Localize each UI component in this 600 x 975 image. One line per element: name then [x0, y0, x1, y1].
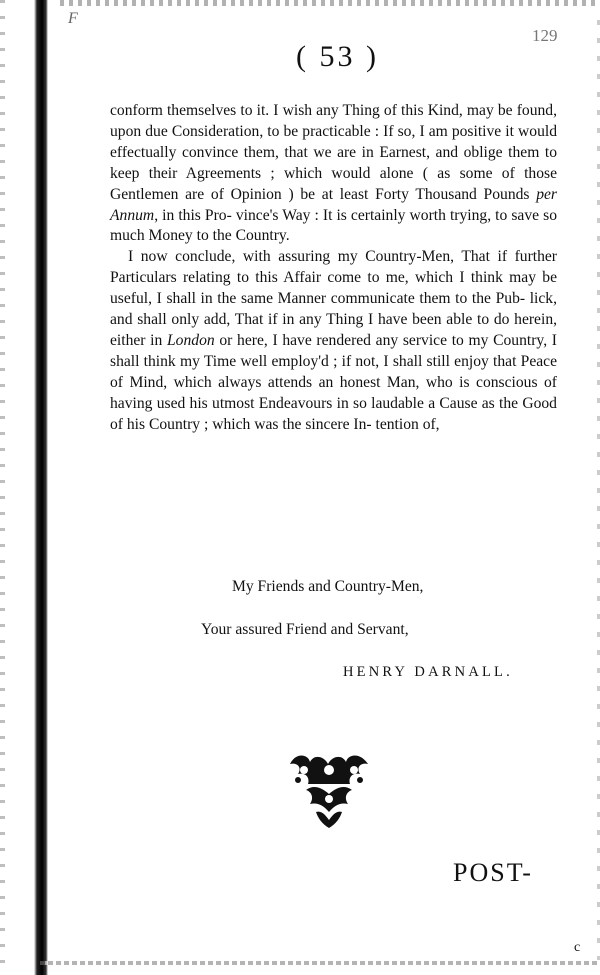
scan-top-border: [60, 0, 600, 6]
text-line: vince's Way : It is certainly worth trying, to save: [235, 206, 540, 224]
text-line: shall think my Time well employ'd ; if not, I shall: [110, 352, 423, 370]
text-line: here, I have rendered any service to my Country, I: [237, 331, 557, 349]
text-line: tention of,: [375, 415, 440, 433]
text-line: convince them, that we are in Earnest, and oblige: [181, 143, 503, 161]
text-line: practicable : If so, I am positive it would effectually: [110, 122, 557, 161]
italic-per-annum: per Annum: [110, 185, 558, 224]
text-line: still enjoy that Peace of Mind, which always attends: [110, 352, 557, 391]
corner-number: 129: [532, 26, 558, 45]
text-line: have been able to do herein, either in: [110, 311, 558, 349]
paragraph-2: [110, 247, 557, 435]
text-line: conform themselves to it. I wish any Thing of this: [110, 102, 424, 119]
catchword: POST-: [453, 858, 533, 887]
text-line: ( as some of those Gentlemen are of Opinion ) be at: [110, 164, 557, 203]
body-text: [110, 101, 557, 436]
text-line: them to keep their Agreements ; which would alone: [110, 143, 557, 182]
page-number: ( 53 ): [296, 40, 379, 73]
text-line: I now conclude, with assuring my Country-Men,: [128, 248, 455, 266]
closing-subscription: Your assured Friend and Servant,: [201, 621, 409, 638]
text-line: so much Money to the Country.: [110, 206, 558, 245]
binding-shadow: [34, 0, 48, 975]
text-line: Good of his Country ; which was the sincere In-: [110, 394, 557, 433]
text-line: utmost Endeavours in so laudable a Cause as the: [212, 394, 519, 412]
corner-mark: F: [68, 10, 79, 27]
text-line: an honest Man, who is conscious of having used his: [110, 373, 557, 412]
scan-left-border: [0, 0, 5, 975]
text-line: come to me, which I think may be useful, I shall: [110, 269, 558, 308]
text-line: in the same Manner communicate them to the Pub-: [200, 290, 526, 308]
scan-bottom-border: [40, 961, 600, 965]
italic-london: London: [167, 331, 215, 349]
text-line: , in this Pro-: [154, 206, 232, 224]
closing-salutation: My Friends and Country-Men,: [232, 578, 424, 595]
signature: HENRY DARNALL.: [343, 664, 513, 680]
paragraph-1: [110, 101, 557, 247]
text-line: lick, and shall only add, That if in any Thing I: [110, 290, 557, 329]
text-line: or: [214, 331, 233, 349]
text-line: That if further Particulars relating to this Affair: [110, 248, 558, 287]
text-line: least Forty Thousand Pounds: [339, 185, 537, 203]
fleuron-ornament-icon: [286, 750, 372, 830]
footer-mark: c: [574, 940, 581, 955]
text-line: Kind, may be found, upon due Consideration, to be: [110, 102, 557, 140]
